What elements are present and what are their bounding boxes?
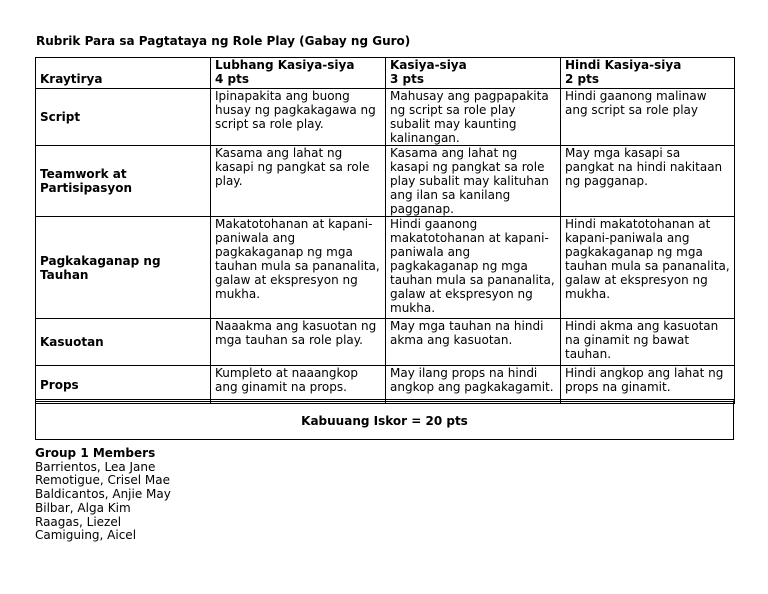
- descriptor-cell: Naaakma ang kasuotan ng mga tauhan sa role play.: [211, 319, 386, 366]
- descriptor-cell: Hindi akma ang kasuotan na ginamit ng bawat tauhan.: [561, 319, 735, 366]
- member-name: Barrientos, Lea Jane: [35, 459, 156, 474]
- rubric-table: [35, 57, 735, 404]
- member-name: Remotigue, Crisel Mae: [35, 473, 171, 488]
- group-title: Group 1 Members: [35, 446, 156, 460]
- member-name: Baldicantos, Anjie May: [35, 487, 171, 502]
- header-level-label: Kasiya-siya: [390, 58, 467, 72]
- total-score-box: [35, 399, 734, 440]
- criterion-cell: Props: [36, 366, 211, 404]
- header-level-points: 2 pts: [565, 72, 599, 86]
- header-level-4: [211, 58, 386, 89]
- descriptor-cell: Mahusay ang pagpapakita ng script sa role play subalit may kaunting kalinangan.: [386, 89, 561, 146]
- header-level-points: 3 pts: [390, 72, 424, 86]
- descriptor-cell: Kasama ang lahat ng kasapi ng pangkat sa role play subalit may kalituhan ang ilan sa kanilang pagganap.: [386, 146, 561, 217]
- header-level-3: [386, 58, 561, 89]
- group-members: [35, 447, 171, 543]
- criterion-cell: Kasuotan: [36, 319, 211, 366]
- descriptor-cell: May mga kasapi sa pangkat na hindi nakitaan ng pagganap.: [561, 146, 735, 217]
- table-row: [36, 146, 735, 217]
- descriptor-cell: Makatotohanan at kapani-paniwala ang pagkakaganap ng mga tauhan mula sa pananalita, galaw at ekspresyon ng mukha.: [211, 217, 386, 319]
- descriptor-cell: Kasama ang lahat ng kasapi ng pangkat sa role play.: [211, 146, 386, 217]
- descriptor-cell: May ilang props na hindi angkop ang pagkakagamit.: [386, 366, 561, 404]
- table-row: [36, 366, 735, 404]
- descriptor-cell: Ipinapakita ang buong husay ng pagkakagawa ng script sa role play.: [211, 89, 386, 146]
- criterion-cell: Script: [36, 89, 211, 146]
- page-title: Rubrik Para sa Pagtataya ng Role Play (Gabay ng Guro): [36, 34, 411, 48]
- descriptor-cell: May mga tauhan na hindi akma ang kasuotan.: [386, 319, 561, 366]
- descriptor-cell: Kumpleto at naaangkop ang ginamit na props.: [211, 366, 386, 404]
- header-criteria: [36, 58, 211, 89]
- header-level-label: Lubhang Kasiya-siya: [215, 58, 355, 72]
- member-name: Camiguing, Aicel: [35, 528, 137, 543]
- table-row: [36, 319, 735, 366]
- descriptor-cell: Hindi gaanong malinaw ang script sa role play: [561, 89, 735, 146]
- descriptor-cell: Hindi angkop ang lahat ng props na ginamit.: [561, 366, 735, 404]
- member-name: Bilbar, Alga Kim: [35, 500, 131, 515]
- header-row: [36, 58, 735, 89]
- header-level-points: 4 pts: [215, 72, 249, 86]
- criterion-cell: Pagkakaganap ng Tauhan: [36, 217, 211, 319]
- table-row: [36, 89, 735, 146]
- member-name: Raagas, Liezel: [35, 514, 122, 529]
- criterion-cell: Teamwork at Partisipasyon: [36, 146, 211, 217]
- header-criteria-label: Kraytirya: [40, 72, 103, 86]
- header-level-label: Hindi Kasiya-siya: [565, 58, 682, 72]
- header-level-2: [561, 58, 735, 89]
- descriptor-cell: Hindi gaanong makatotohanan at kapani-paniwala ang pagkakaganap ng mga tauhan mula sa pananalita, galaw at ekspresyon ng mukha.: [386, 217, 561, 319]
- table-row: [36, 217, 735, 319]
- descriptor-cell: Hindi makatotohanan at kapani-paniwala ang pagkakaganap ng mga tauhan mula sa pananalita, galaw at ekspresyon ng mukha.: [561, 217, 735, 319]
- total-score: Kabuuang Iskor = 20 pts: [301, 413, 468, 428]
